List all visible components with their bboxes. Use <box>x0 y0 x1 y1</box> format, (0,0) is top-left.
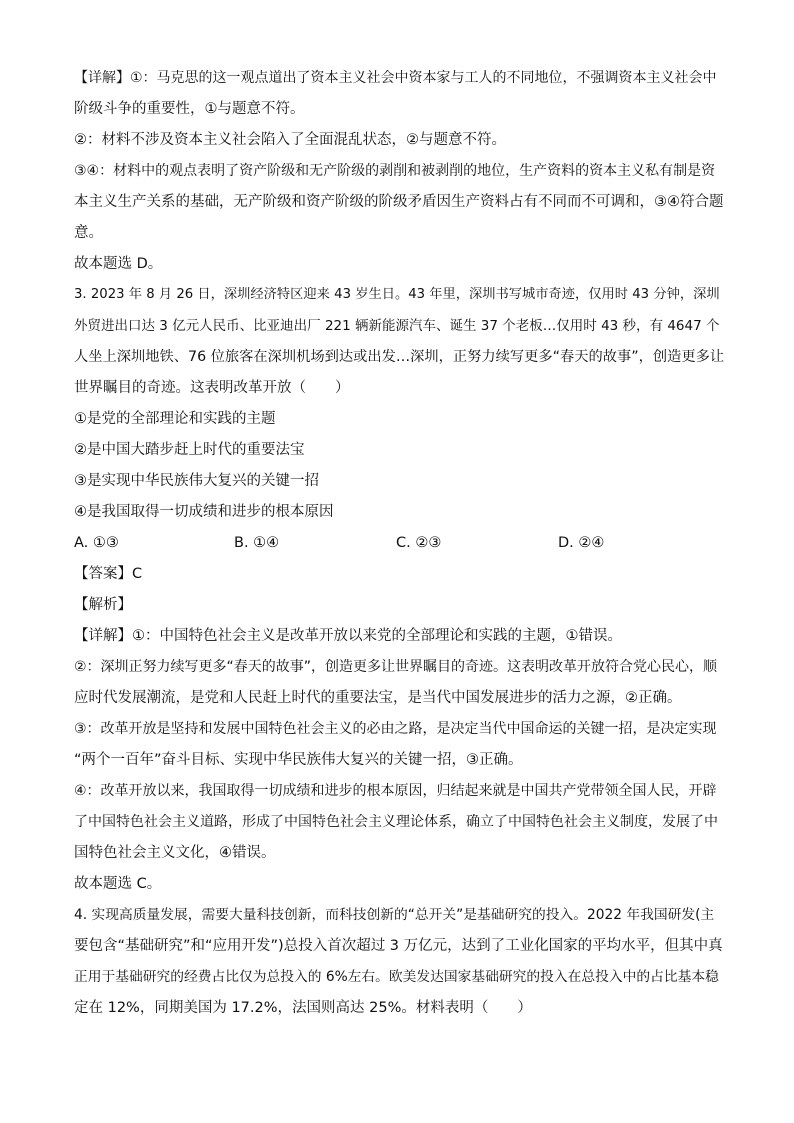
analysis-label: 【解析】 <box>74 597 132 613</box>
text-line: 阶级斗争的重要性，①与题意不符。 <box>74 101 305 117</box>
text-line: ④：改革开放以来，我国取得一切成绩和进步的根本原因，归结起来就是中国共产党带领全国人民，开辟 <box>74 783 717 799</box>
statement-line: ①是党的全部理论和实践的主题 <box>74 411 276 427</box>
option-a: A. ①③ <box>74 535 119 551</box>
text-line: 故本题选 C。 <box>74 876 162 892</box>
text-line: 意。 <box>74 225 103 241</box>
statement-line: ④是我国取得一切成绩和进步的根本原因 <box>74 504 334 520</box>
statement-line: ③是实现中华民族伟大复兴的关键一招 <box>74 473 319 489</box>
text-line: 了中国特色社会主义道路，形成了中国特色社会主义理论体系，确立了中国特色社会主义制度，发展了中 <box>74 814 718 830</box>
text-line: 应时代发展潮流，是党和人民赶上时代的重要法宝，是当代中国发展进步的活力之源，②正确。 <box>74 690 682 706</box>
text-line: “两个一百年”奋斗目标、实现中华民族伟大复兴的关键一招，③正确。 <box>74 752 523 768</box>
option-d: D. ②④ <box>558 535 605 551</box>
text-line: ②：深圳正努力续写更多“春天的故事”，创造更多让世界瞩目的奇迹。这表明改革开放符合党心民心，顺 <box>74 659 718 675</box>
question-stem-line: 3. 2023 年 8 月 26 日，深圳经济特区迎来 43 岁生日。43 年里，深圳书写城市奇迹，仅用时 43 分钟，深圳 <box>74 287 720 302</box>
text-line: 故本题选 D。 <box>74 256 163 272</box>
statement-line: ②是中国大踏步赶上时代的重要法宝 <box>74 442 305 458</box>
question-stem-line: 人坐上深圳地铁、76 位旅客在深圳机场到达或出发…深圳，正努力续写更多“春天的故事”，创造更多让 <box>74 349 725 365</box>
text-line: 【详解】①：马克思的这一观点道出了资本主义社会中资本家与工人的不同地位，不强调资本主义社会中 <box>74 70 717 86</box>
text-line: 国特色社会主义文化，④错误。 <box>74 845 276 861</box>
option-b: B. ①④ <box>234 535 280 551</box>
text-line: ③④：材料中的观点表明了资产阶级和无产阶级的剥削和被剥削的地位，生产资料的资本主义私有制是资 <box>74 163 716 179</box>
text-line: 本主义生产关系的基础，无产阶级和资产阶级的阶级矛盾因生产资料占有不同而不可调和，③④符合题 <box>74 194 724 210</box>
option-c: C. ②③ <box>396 535 442 551</box>
text-line: 【详解】①：中国特色社会主义是改革开放以来党的全部理论和实践的主题，①错误。 <box>74 628 622 644</box>
question-stem-line: 定在 12%，同期美国为 17.2%，法国则高达 25%。材料表明（ ） <box>74 1000 532 1016</box>
text-line: ②：材料不涉及资本主义社会陷入了全面混乱状态，②与题意不符。 <box>74 132 506 148</box>
text-line: ③：改革开放是坚持和发展中国特色社会主义的必由之路，是决定当代中国命运的关键一招，是决定实现 <box>74 721 717 737</box>
question-stem-line: 外贸进出口达 3 亿元人民币、比亚迪出厂 221 辆新能源汽车、诞生 37 个老板…仅用时 43 秒，有 4647 个 <box>74 318 720 334</box>
question-stem-line: 正用于基础研究的经费占比仅为总投入的 6%左右。欧美发达国家基础研究的投入在总投入中的占比基本稳 <box>74 969 719 985</box>
question-stem-line: 4. 实现高质量发展，需要大量科技创新，而科技创新的“总开关”是基础研究的投入。2022 年我国研发(主 <box>74 907 715 923</box>
question-stem-line: 世界瞩目的奇迹。这表明改革开放（ ） <box>74 380 350 396</box>
answer-label: 【答案】C <box>74 566 143 582</box>
question-stem-line: 要包含“基础研究”和“应用开发”)总投入首次超过 3 万亿元，达到了工业化国家的平均水平，但其中真 <box>74 938 723 954</box>
